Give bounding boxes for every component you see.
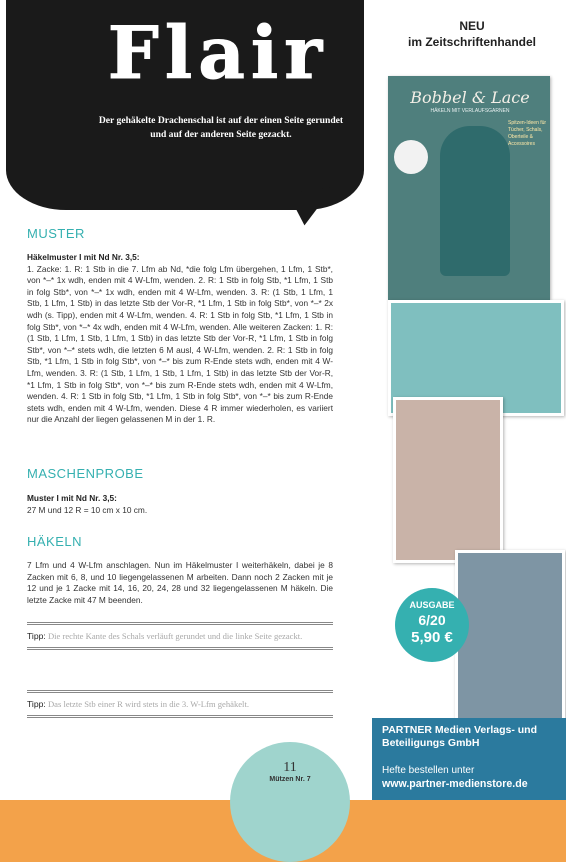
page-title: Flair <box>107 10 329 95</box>
probe-block <box>27 493 333 516</box>
poncho-photo <box>393 397 503 563</box>
order-text: Hefte bestellen unter <box>382 765 475 776</box>
probe-subheading: Muster I mit Nd Nr. 3,5: <box>27 493 117 503</box>
muster-text: 1. Zacke: 1. R: 1 Stb in die 7. Lfm ab Nd, *die folg Lfm übergehen, 1 Lfm, 1 Stb*, von *–* 1x wdh, enden mit 4 W-Lfm, wenden. 2. R: 1 Stb in folg Stb, *1 Lfm, 1 Stb in folg Stb*, von *–* 1x wdh, enden mit 4 W-Lfm, wenden. 3. R: (1 Stb, 1 Lfm, 1 Stb, 1 Lfm, 1 Stb) in das letzte Stb der Vor-R, *1 Lfm, 1 Stb in folg Stb*, von *–* 2x wdh (s. Tipp), enden mit 4 W-Lfm, wenden. 4. R: 1 Stb in folg Stb, *1 Lfm, 1 Stb in folg Stb*, von *–* 4x wdh, enden mit 4 W-Lfm, wenden. Alle weiteren Zacken: 1. R: (1 Stb, 1 Lfm, 1 Stb, 1 Lfm, 1 Stb) in das letzte Stb der Vor-R, *1 Lfm, 1 Stb in folg Stb*, von *–* stets wdh, die letzten 6 M ausl, 4 W-Lfm, wenden. 2. R: 1 Stb in folg Stb, *1 Lfm, 1 Stb in folg Stb*, von *–* bis zum R-Ende stets wdh, enden mit 4 W-Lfm, wenden. 3. R: (1 Stb, 1 Lfm, 1 Stb, 1 Lfm, 1 Stb) in das letzte Stb der Vor-R, *1 Lfm, 1 Stb in folg Stb*, von *–* bis zum R-Ende stets wdh, enden mit 4 W-Lfm, wenden. 4. R: 1 Stb in folg Stb, *1 Lfm, 1 Stb in folg Stb*, von *–* bis zum R-Ende stets wdh, enden mit 4 W-Lfm, wenden. Diese 4 R immer wiederholen, es variiert nur die Anzahl der liegen gelassenen M in der 1. R. <box>27 263 333 425</box>
publisher-name: PARTNER Medien Verlags- und Beteiligungs GmbH <box>382 724 537 749</box>
cover-title: Bobbel & Lace <box>410 88 530 107</box>
sweater-photo <box>455 550 565 726</box>
bubble-tail <box>288 187 338 227</box>
section-heading-maschenprobe: MASCHENPROBE <box>27 466 144 481</box>
probe-text: 27 M und 12 R = 10 cm x 10 cm. <box>27 504 148 515</box>
ad-headline <box>382 18 562 50</box>
page-subtitle: Der gehäkelte Drachenschal ist auf der einen Seite gerundet und auf der anderen Seite gezackt. <box>98 115 344 140</box>
tip-text: Die rechte Kante des Schals verläuft gerundet und die linke Seite gezackt. <box>47 631 303 641</box>
tip-text: Das letzte Stb einer R wird stets in die 3. W-Lfm gehäkelt. <box>47 699 249 709</box>
tip-box-1 <box>27 622 333 650</box>
ad-headline-text: NEU im Zeitschriftenhandel <box>407 19 537 49</box>
haekeln-text: 7 Lfm und 4 W-Lfm anschlagen. Nun im Häkelmuster I weiterhäkeln, dabei je 8 Zacken mit 6, 8, und 10 liegengelassenen M arbeiten. Dann noch 2 Zacken mit je 12 und je 1 Zacke mit 14, 16, 20, 24, 28 und 32 liegengelassenen M häkeln. Die letzte Zacke mit 47 M beenden. <box>27 560 333 605</box>
magazine-name: Mützen Nr. 7 <box>269 776 311 783</box>
cover-copy: Spitzen-Ideen für Tücher, Schals, Oberteile & Accessoires <box>508 120 547 147</box>
tip-box-2 <box>27 690 333 718</box>
price-issue-number: 6/20 <box>418 612 446 628</box>
cover-badge <box>394 140 428 174</box>
price-issue-label: AUSGABE <box>409 600 455 610</box>
muster-block <box>27 252 333 426</box>
cover-subtitle: HÄKELN MIT VERLAUFSGARNEN <box>430 108 510 114</box>
store-link[interactable]: www.partner-medienstore.de <box>382 778 528 790</box>
tip-label: Tipp: <box>27 631 46 641</box>
section-heading-muster: MUSTER <box>27 226 85 241</box>
section-heading-haekeln: HÄKELN <box>27 534 83 549</box>
muster-subheading: Häkelmuster I mit Nd Nr. 3,5: <box>27 252 140 262</box>
price-value: 5,90 € <box>411 629 453 646</box>
tip-label: Tipp: <box>27 699 46 709</box>
page-number: 11 <box>283 760 297 775</box>
cover-photo <box>440 126 510 276</box>
price-badge <box>395 588 469 662</box>
